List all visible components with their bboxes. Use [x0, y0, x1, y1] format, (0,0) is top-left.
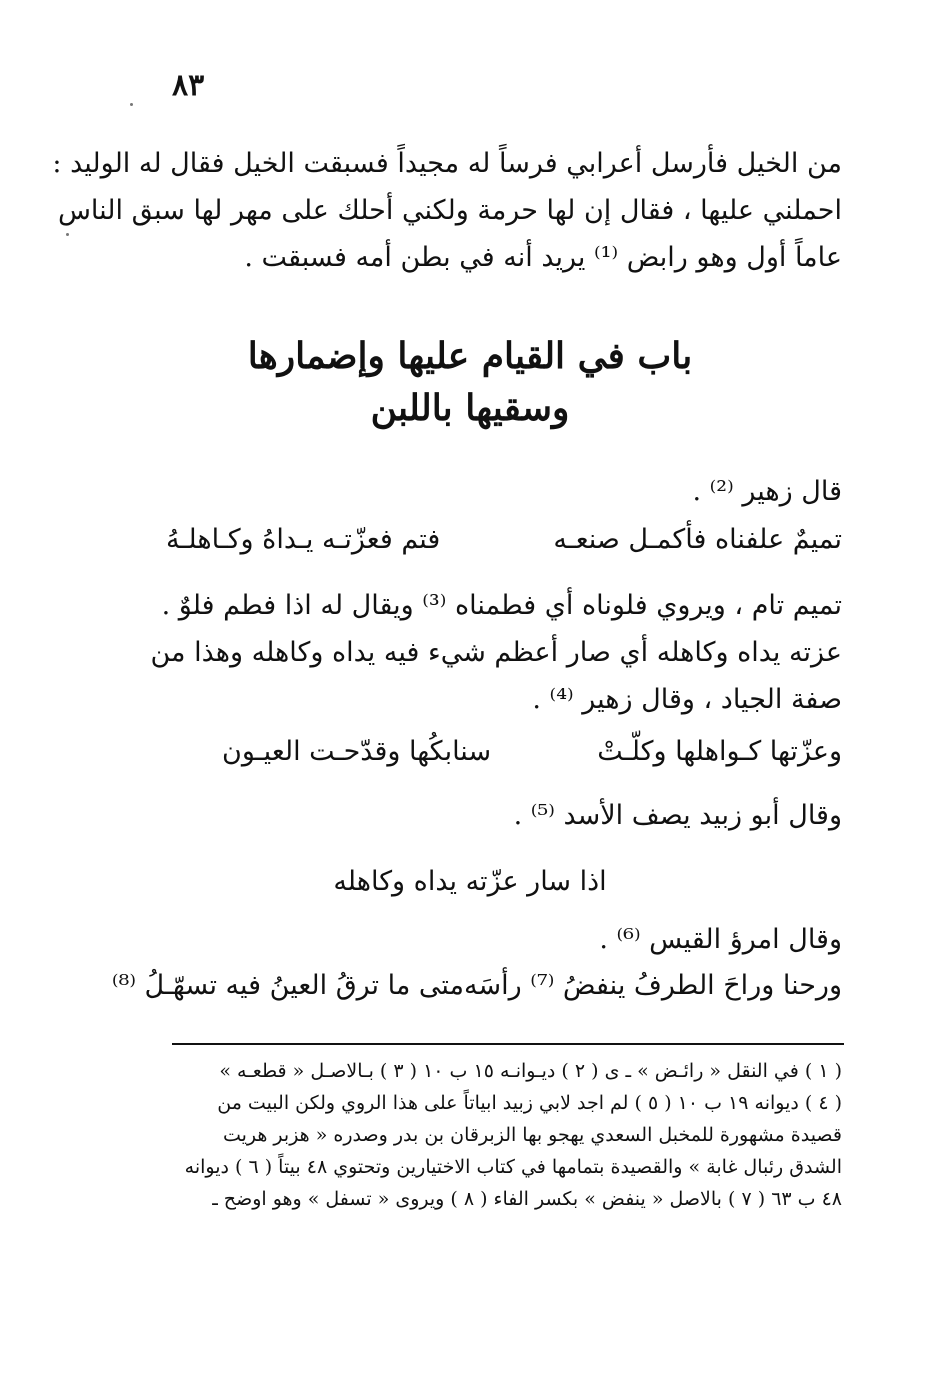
chapter-heading-line1: باب في القيام عليها وإضمارها [247, 335, 693, 377]
footnote-line: الشدق رئبال غابة » والقصيدة بتمامها في كتاب الاختيارين وتحتوي ٤٨ بيتاً ( ٦ ) ديوانه [184, 1156, 842, 1178]
footnote-line: قصيدة مشهورة للمخبل السعدي يهجو بها الزبرقان بن بدر وصدره « هزبر هريت [222, 1124, 842, 1146]
intro-paragraph [52, 140, 842, 281]
commentary-line: عزته يداه وكاهله أي صار أعظم شيء فيه يداه وكاهله وهذا من [150, 637, 842, 668]
verse-4 [111, 970, 842, 1001]
chapter-heading-line2: وسقيها باللبن [370, 387, 570, 429]
intro-line: عاماً أول وهو رابض ⁽¹⁾ يريد أنه في بطن أمه فسبقت . [244, 242, 842, 273]
verse-1-second-hemistich: فتم فعزّتـه يـداهُ وكـاهلـهُ [166, 524, 441, 555]
intro-line: احملني عليها ، فقال إن لها حرمة ولكني أحلك على مهر لها سبق الناس [57, 195, 842, 226]
margin-speck [130, 103, 133, 106]
commentary-paragraph [150, 582, 842, 723]
footnotes [166, 1055, 842, 1215]
verse-1-first-hemistich: تميمٌ علفناه فأكمـل صنعـه [553, 524, 842, 555]
footnote-divider [172, 1043, 844, 1045]
verse-3: اذا سار عزّته يداه وكاهله [333, 866, 607, 897]
verse-2 [222, 736, 842, 767]
verse-4-second-hemistich: متى ما ترقُ العينُ فيه تسهّـلُ ⁽⁸⁾ [111, 970, 465, 1001]
imru-al-qais-intro: وقال امرؤ القيس ⁽⁶⁾ . [599, 924, 842, 955]
footnote-line: ( ٤ ) ديوانه ١٩ ب ١٠ ( ٥ ) لم اجد لابي زبيد ابياتاً على هذا الروي ولكن البيت من [217, 1092, 842, 1114]
commentary-line: تميم تام ، ويروي فلوناه أي فطمناه ⁽³⁾ ويقال له اذا فطم فلوٌ . [161, 590, 842, 621]
verse-1 [166, 524, 842, 555]
footnote-line: ٤٨ ب ٦٣ ( ٧ ) بالاصل « ينفض » بكسر الفاء ( ٨ ) ويروى « تسفل » وهو اوضح ـ [212, 1188, 842, 1210]
commentary-line: صفة الجياد ، وقال زهير ⁽⁴⁾ . [532, 684, 842, 715]
abu-zubaid-intro: وقال أبو زبيد يصف الأسد ⁽⁵⁾ . [513, 800, 842, 831]
verse-4-first-hemistich: ورحنا وراحَ الطرفُ ينفضُ ⁽⁷⁾ رأسَه [464, 970, 842, 1001]
footnote-line: ( ١ ) في النقل « رائـض » ـ ى ( ٢ ) ديـوانـه ١٥ ب ١٠ ( ٣ ) بـالاصـل « قطعـه » [219, 1060, 842, 1082]
verse-2-second-hemistich: سنابكُها وقدّحـت العيـون [222, 736, 492, 767]
zuhair-intro: قال زهير ⁽²⁾ . [692, 476, 842, 507]
intro-line: من الخيل فأرسل أعرابي فرساً له مجيداً فسبقت الخيل فقال له الوليد : [52, 148, 842, 179]
page-number: ٨٣ [172, 68, 205, 103]
verse-2-first-hemistich: وعزّتها كـواهلها وكلّـتْ [597, 736, 842, 767]
